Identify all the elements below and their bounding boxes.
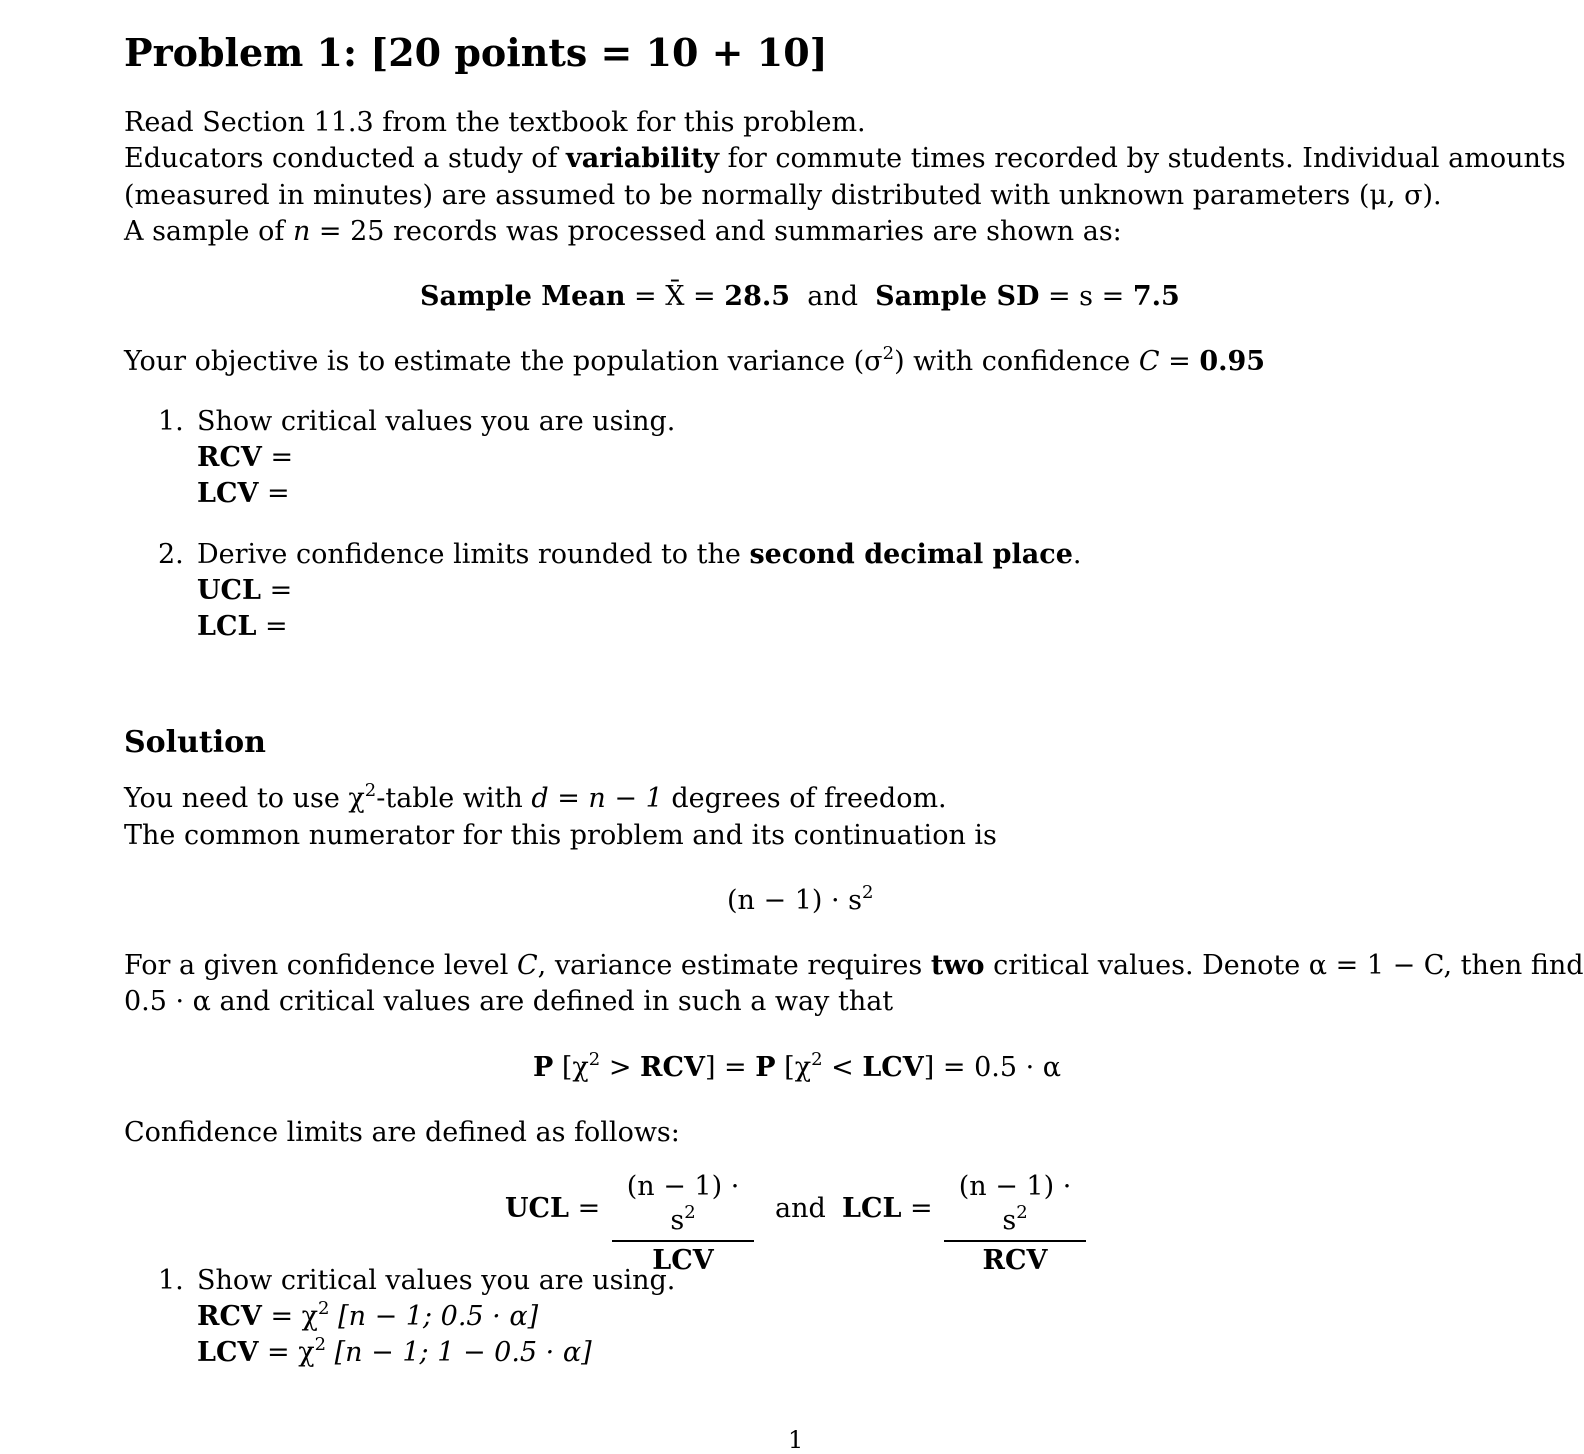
solution-step-1-number: 1. (158, 1265, 184, 1296)
question-2-text: Derive confidence limits rounded to the second decimal place. (197, 539, 1082, 570)
ucl-fraction (612, 1170, 754, 1278)
limits-and: and (775, 1193, 826, 1224)
question-1-rcv: RCV = (197, 442, 294, 473)
question-2-number: 2. (158, 539, 184, 570)
solution-line-4: 0.5 · α and critical values are defined in such a way that (124, 986, 894, 1017)
question-2-ucl: UCL = (197, 575, 293, 606)
problem-line-4: A sample of n = 25 records was processed and summaries are shown as: (124, 216, 1122, 247)
question-1-text: Show critical values you are using. (197, 406, 676, 437)
solution-line-3: For a given confidence level C, variance estimate requires two critical values. Denote α = 1 − C, then find (124, 950, 1584, 981)
ucl-numerator: $(n - 1) \cdot s^2$ (626, 1171, 740, 1236)
objective: Your objective is to estimate the population variance $(\sigma^2)$ with confidence C = 0.95 (124, 343, 1266, 377)
ucl-fraction-bar (612, 1240, 754, 1242)
question-1-lcv: LCV = (197, 478, 290, 509)
problem-line-1: Read Section 11.3 from the textbook for this problem. (124, 107, 866, 138)
problem-title: Problem 1: [20 points = 10 + 10] (124, 30, 828, 75)
sample-summary: Sample Mean = X̄ = 28.5 and Sample SD = s = 7.5 (420, 281, 1180, 312)
question-2-lcl: LCL = (197, 611, 288, 642)
lcl-fraction-bar (944, 1240, 1086, 1242)
probability-equation: P $[\chi^2 > RCV] = P$ $[\chi^2 < LCV] = 0.5 \cdot \alpha$ (533, 1049, 1061, 1083)
lcl-label: LCL = (842, 1193, 933, 1224)
solution-step-1-text: Show critical values you are using. (197, 1265, 676, 1296)
solution-title: Solution (124, 725, 266, 760)
ucl-label: UCL = (505, 1193, 601, 1224)
solution-line-2: The common numerator for this problem and its continuation is (124, 820, 997, 851)
problem-line-2: Educators conducted a study of variability for commute times recorded by students. Individual amounts (124, 143, 1566, 174)
solution-step-1-rcv: RCV = $\chi^2$ [n − 1; 0.5 · α] (197, 1298, 539, 1332)
solution-step-1-lcv: LCV = $\chi^2$ [n − 1; 1 − 0.5 · α] (197, 1334, 592, 1368)
solution-line-1: You need to use $\chi^2$-table with d = n − 1 degrees of freedom. (124, 780, 947, 814)
page-number: 1 (788, 1426, 804, 1454)
ucl-denominator: LCV (652, 1244, 714, 1276)
question-1-number: 1. (158, 406, 184, 437)
lcl-fraction (944, 1170, 1086, 1278)
limits-intro: Confidence limits are defined as follows: (124, 1117, 680, 1148)
lcl-numerator: $(n - 1) \cdot s^2$ (958, 1171, 1072, 1236)
problem-line-3: (measured in minutes) are assumed to be normally distributed with unknown parameters (μ, σ). (124, 180, 1442, 211)
lcl-denominator: RCV (982, 1244, 1048, 1276)
common-numerator: $(n - 1) \cdot s^2$ (727, 882, 874, 916)
